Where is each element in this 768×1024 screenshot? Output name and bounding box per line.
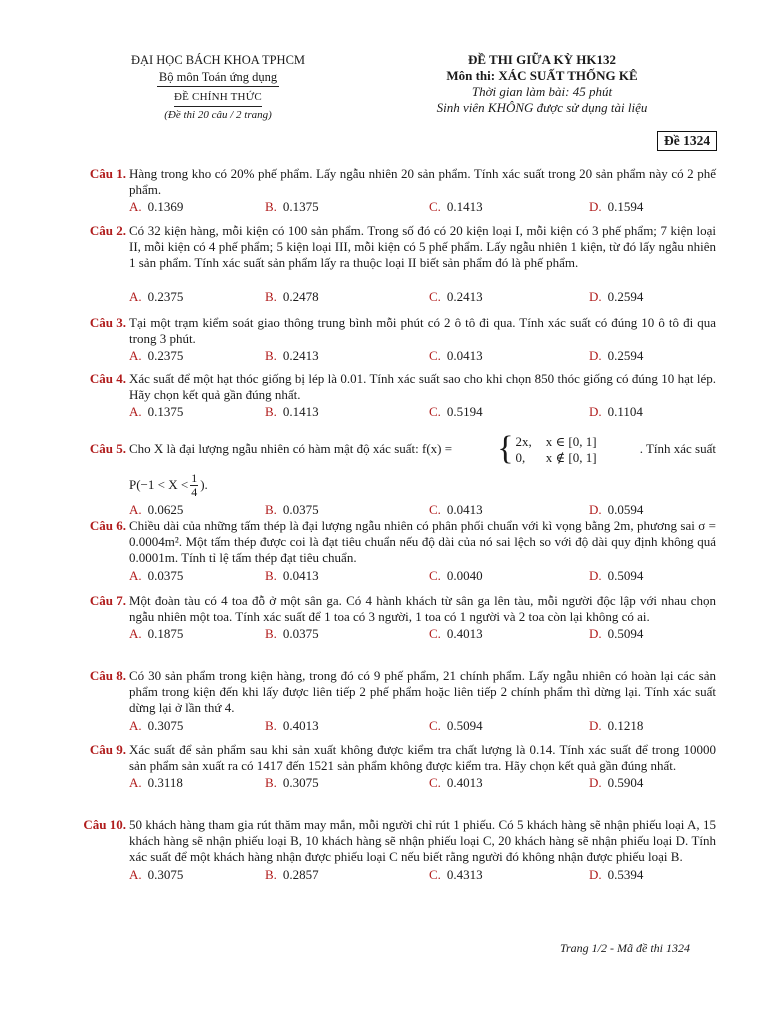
question-text: Hàng trong kho có 20% phế phẩm. Lấy ngẫu nhiên 20 sản phẩm. Tính xác suất trong 20 sản phẩm này có 2 phế phẩm.	[129, 166, 716, 198]
question-text: 50 khách hàng tham gia rút thăm may mắn, mỗi người chỉ rút 1 phiếu. Có 5 khách hàng sẽ nhận phiếu loại A, 15 khách hàng sẽ nhận phiếu loại B, 10 khách hàng sẽ nhận phiếu loại C, 20 khách hàng sẽ nhận phiếu loại D. Tính xác suất để một khách hàng nhận được phiếu loại C nếu biết rằng người đó không nhận được phiếu loại B.	[129, 817, 716, 865]
option-d: D. 0.1594	[589, 199, 644, 215]
option-d: D. 0.0594	[589, 502, 644, 517]
options-row	[129, 199, 716, 215]
option-b: B. 0.2413	[265, 348, 319, 364]
exam-note: (Đề thi 20 câu / 2 trang)	[164, 109, 272, 121]
option-c: C. 0.4313	[429, 866, 483, 882]
option-c: C. 0.5094	[429, 717, 483, 733]
question-label: Câu 3.	[89, 315, 126, 330]
option-a: A. 0.0375	[129, 567, 184, 583]
option-c: C. 0.0413	[429, 348, 483, 364]
option-d: D. 0.2594	[589, 288, 644, 304]
question-text: Chiều dài của những tấm thép là đại lượng ngẫu nhiên có phân phối chuẩn với kì vọng bằng 2m, phương sai σ = 0.0004m². Một tấm thép được coi là đạt tiêu chuẩn nếu độ dài của nó sai lệch so với độ dài quy định không quá 0.0001m. Tính tỉ lệ tấm thép đạt tiêu chuẩn.	[129, 518, 716, 566]
exam-code-box: Đề 1324	[657, 131, 717, 151]
header-right	[404, 52, 680, 116]
option-a: A. 0.0625	[129, 502, 184, 517]
option-c: C. 0.0040	[429, 567, 483, 583]
question-2	[76, 223, 716, 305]
probability-expression: P(−1 < X < $\frac{1}{4}$ ).	[129, 470, 208, 499]
option-d: D. 0.5094	[589, 626, 644, 642]
options-row	[129, 404, 716, 420]
option-b: B. 0.0375	[265, 502, 319, 517]
subject-title: Môn thi: XÁC SUẤT THỐNG KÊ	[446, 68, 638, 83]
question-label: Câu 7.	[89, 593, 126, 608]
question-label: Câu 6.	[89, 518, 126, 533]
option-c: C. 0.5194	[429, 404, 483, 420]
question-label: Câu 1.	[89, 166, 126, 181]
option-c: C. 0.4013	[429, 626, 483, 642]
option-b: B. 0.1375	[265, 199, 319, 215]
option-d: D. 0.5904	[589, 775, 644, 791]
option-a: A. 0.2375	[129, 348, 184, 364]
option-c: C. 0.1413	[429, 199, 483, 215]
header-left	[100, 52, 336, 124]
question-label: Câu 4.	[89, 371, 126, 386]
option-d: D. 0.1104	[589, 404, 643, 420]
question-text: Xác suất để một hạt thóc giống bị lép là 0.01. Tính xác suất sao cho khi chọn 850 thóc giống có đúng 10 hạt lép. Hãy chọn kết quả gần đúng nhất.	[129, 371, 716, 403]
option-d: D. 0.2594	[589, 348, 644, 364]
options-row	[129, 289, 716, 305]
question-10	[76, 817, 716, 883]
options-row	[129, 348, 716, 364]
question-label: Câu 2.	[89, 223, 126, 238]
option-d: D. 0.5394	[589, 866, 644, 882]
options-row	[129, 718, 716, 734]
page-footer: Trang 1/2 - Mã đề thi 1324	[560, 941, 691, 955]
question-8	[76, 668, 716, 734]
option-b: B. 0.2857	[265, 866, 319, 882]
question-text: Tại một trạm kiểm soát giao thông trung bình mỗi phút có 2 ô tô đi qua. Tính xác suất có đúng 10 ô tô đi qua trong 3 phút.	[129, 315, 716, 347]
option-c: C. 0.0413	[429, 502, 483, 517]
option-a: A. 0.3075	[129, 717, 184, 733]
option-a: A. 0.1875	[129, 626, 184, 642]
question-7	[76, 593, 716, 642]
question-text: Có 32 kiện hàng, mỗi kiện có 100 sản phẩm. Trong số đó có 20 kiện loại I, mỗi kiện có 3 phế phẩm; 7 kiện loại II, mỗi kiện có 4 phế phẩm; 5 kiện loại III, mỗi kiện có 5 phế phẩm. Lấy ngẫu nhiên 1 kiện, từ đó lấy ngẫu nhiên 1 sản phẩm. Tính xác suất sản phẩm lấy ra thuộc loại II biết sản phẩm đó là phế phẩm.	[129, 223, 716, 271]
option-b: B. 0.3075	[265, 775, 319, 791]
piecewise-function: { 2x, x ∈ [0, 1] 0, x ∉ [0, 1]	[497, 430, 597, 467]
exam-title: ĐỀ THI GIỮA KỲ HK132	[467, 52, 617, 67]
option-b: B. 0.0375	[265, 626, 319, 642]
option-a: A. 0.2375	[129, 288, 184, 304]
question-label: Câu 8.	[89, 668, 126, 683]
university-name: ĐẠI HỌC BÁCH KHOA TPHCM	[130, 53, 306, 67]
option-b: B. 0.1413	[265, 404, 319, 420]
option-a: A. 0.1375	[129, 404, 184, 420]
question-text: Cho X là đại lượng ngẫu nhiên có hàm mật độ xác suất: f(x) = { 2x, x ∈ [0, 1] 0, x ∉ [0, 1] . Tính xác suất P(−1 < X < $\frac{1}{4}$ ).	[129, 429, 716, 501]
question-4	[76, 371, 716, 420]
question-text: Xác suất để sản phẩm sau khi sản xuất không được kiểm tra chất lượng là 0.14. Tính xác suất để trong 10000 sản phẩm sản xuất ra có 1417 đến 1521 sản phẩm không được kiểm tra. Hãy chọn kết quả gần đúng nhất.	[129, 742, 716, 774]
duration-text: Thời gian làm bài: 45 phút	[471, 84, 613, 99]
question-label: Câu 5.	[89, 441, 126, 456]
question-label: Câu 10.	[83, 817, 126, 832]
rule-text: Sinh viên KHÔNG được sử dụng tài liệu	[436, 100, 648, 115]
option-c: C. 0.4013	[429, 775, 483, 791]
option-b: B. 0.2478	[265, 288, 319, 304]
question-5	[76, 429, 716, 518]
option-d: D. 0.5094	[589, 567, 644, 583]
question-label: Câu 9.	[89, 742, 126, 757]
question-9	[76, 742, 716, 791]
options-row	[129, 775, 716, 791]
question-6	[76, 518, 716, 584]
options-row	[129, 568, 716, 584]
options-row	[129, 867, 716, 883]
option-a: A. 0.3075	[129, 866, 184, 882]
option-c: C. 0.2413	[429, 288, 483, 304]
option-d: D. 0.1218	[589, 717, 644, 733]
options-row	[129, 502, 716, 518]
options-row	[129, 626, 716, 642]
question-1	[76, 166, 716, 215]
option-a: A. 0.1369	[129, 199, 184, 215]
official-label: ĐỀ CHÍNH THỨC	[174, 89, 262, 107]
option-b: B. 0.4013	[265, 717, 319, 733]
option-b: B. 0.0413	[265, 567, 319, 583]
question-text: Một đoàn tàu có 4 toa đỗ ở một sân ga. Có 4 hành khách từ sân ga lên tàu, mỗi người độc lập với nhau chọn ngẫu nhiên một toa. Tính xác suất để 1 toa có 3 người, 1 toa có 1 người và 2 toa còn lại không có ai.	[129, 593, 716, 625]
question-text: Có 30 sản phẩm trong kiện hàng, trong đó có 9 phế phẩm, 21 chính phẩm. Lấy ngẫu nhiên có hoàn lại các sản phẩm trong kiện đến khi lấy được liên tiếp 2 phế phẩm hoặc liên tiếp 2 chính phẩm thì dừng lại. Tính xác suất dừng lại ở lần thứ 4.	[129, 668, 716, 716]
department-name: Bộ môn Toán ứng dụng	[157, 69, 279, 87]
question-3	[76, 315, 716, 364]
option-a: A. 0.3118	[129, 775, 183, 791]
